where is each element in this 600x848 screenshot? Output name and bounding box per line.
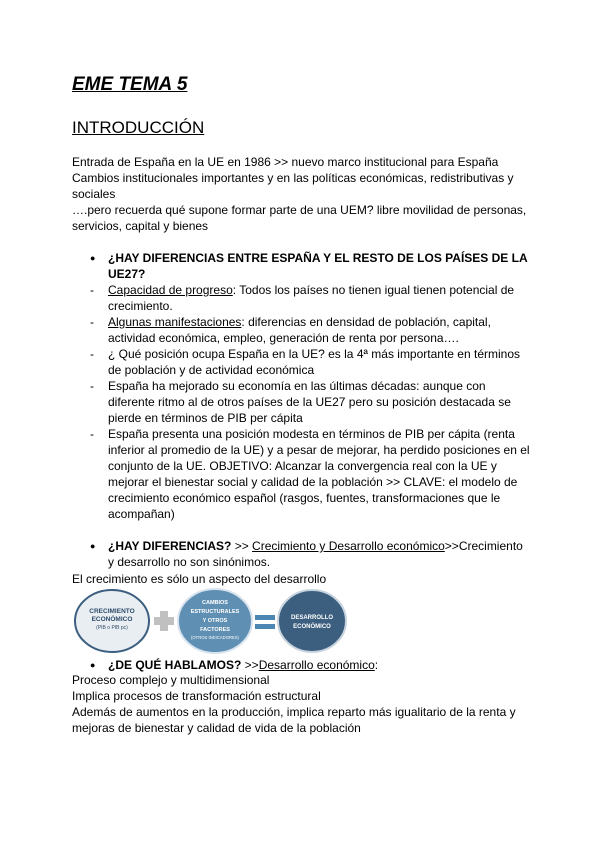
changes-label-5: (OTROS INDICADORES) [191,635,239,640]
development-label-1: DESARROLLO [291,615,333,621]
changes-label-4: FACTORES [200,627,230,633]
dash-item-5 [90,426,530,522]
differences-dash-list [90,282,530,522]
development-circle [278,590,346,652]
changes-label-1: CAMBIOS [202,600,228,606]
dash-item-2-text: : diferencias en densidad de población, capital, actividad económica, empleo, generación de renta por persona…. [108,315,491,345]
intro-line-2: Cambios institucionales importantes y en las políticas económicas, redistributivas y sociales [72,171,514,201]
dash-item-5-text: España presenta una posición modesta en términos de PIB per cápita (renta inferior al promedio de la UE) y a pesar de mejorar, ha perdido posiciones en el conjunto de la UE. OBJETIVO: Alcanzar la convergencia real con la UE y mejorar el bienestar social y calidad de la población >> CLAVE: el modelo de crecimiento económico español (rasgos, fuentes, transformaciones que le acompañan) [108,427,530,521]
bullet-2-underlined: Crecimiento y Desarrollo económico [252,539,445,553]
dash-item-3 [90,346,530,378]
bullet-2-post: >>Crecimiento y desarrollo no son sinónimos. [108,539,523,569]
closing-line-3: Además de aumentos en la producción, implica reparto más igualitario de la renta y mejoras de bienestar y calidad de vida de la población [72,705,516,735]
intro-line-3: ….pero recuerda qué supone formar parte de una UEM? libre movilidad de personas, servicios, capital y bienes [72,203,527,233]
bullet-2-pre: >> [231,539,253,553]
growth-development-diagram [74,588,364,654]
bullet-2-bold: ¿HAY DIFERENCIAS? [108,539,232,553]
bullet-what-are-we-talking-about [90,657,530,673]
bullet-3-bold: ¿DE QUÉ HABLAMOS? [108,658,242,672]
closing-line-2: Implica procesos de transformación estructural [72,689,321,703]
changes-label-3: Y OTROS [202,618,228,624]
closing-line-1: Proceso complejo y multidimensional [72,673,270,687]
growth-note: El crecimiento es sólo un aspecto del desarrollo [72,572,327,586]
bullet-3-underlined: Desarrollo económico [258,658,375,672]
bullet-differences-spain-eu-text: ¿HAY DIFERENCIAS ENTRE ESPAÑA Y EL RESTO DE LOS PAÍSES DE LA UE27? [108,251,528,281]
intro-line-1: Entrada de España en la UE en 1986 >> nuevo marco institucional para España [72,155,499,169]
dash-item-1-text: : Todos los países no tienen igual tienen potencial de crecimiento. [108,283,515,313]
development-label-2: ECONÓMICO [293,624,331,630]
bullet-3-post: : [374,658,379,672]
document-title: EME TEMA 5 [72,74,188,95]
bullet-differences-spain-eu [90,250,530,282]
closing-block [72,672,532,736]
dash-item-2-underlined: Algunas manifestaciones [108,315,242,329]
growth-label-1: CRECIMIENTO [89,608,135,615]
section-heading: INTRODUCCIÓN [72,118,205,137]
growth-label-2: ECONÓMICO [91,616,133,623]
intro-block [72,154,532,234]
plus-sign [154,611,174,631]
bullet-are-there-differences [90,538,530,570]
bullet-3-pre: >> [241,658,259,672]
dash-item-2 [90,314,530,346]
dash-item-1-underlined: Capacidad de progreso [108,283,233,297]
dash-item-4 [90,378,530,426]
dash-item-1 [90,282,530,314]
equals-sign [255,615,275,629]
changes-label-2: ESTRUCTURALES [190,609,240,615]
dash-item-3-text: ¿ Qué posición ocupa España en la UE? es la 4ª más importante en términos de población y de actividad económica [108,347,520,377]
growth-label-3: (PIB o PIB pc) [96,625,128,631]
dash-item-4-text: España ha mejorado su economía en las últimas décadas: aunque con diferente ritmo al de otros países de la UE27 pero su posición destacada se pierde en términos de PIB per cápita [108,379,511,425]
